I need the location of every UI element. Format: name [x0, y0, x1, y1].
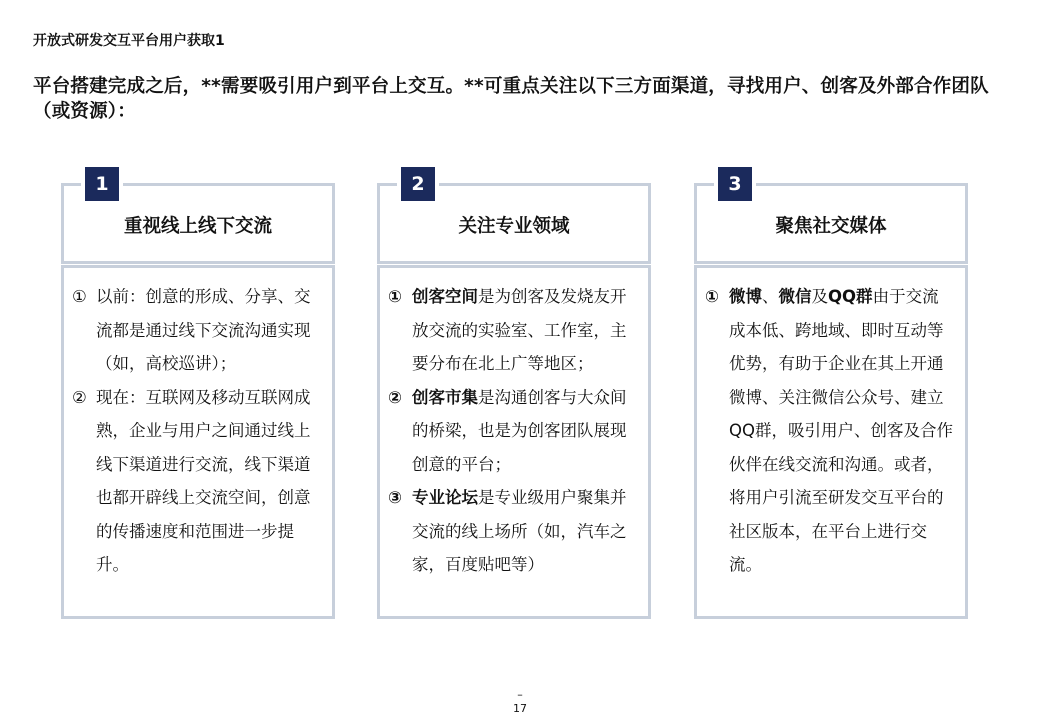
item-body: 是沟通创客与大众间的桥梁，也是为创客团队展现创意的平台； [412, 387, 627, 474]
number-badge-1: 1 [85, 167, 119, 201]
item-marker: ① [388, 287, 402, 306]
list-item [388, 381, 638, 482]
item-bold-term: QQ群 [828, 287, 873, 306]
page-number-dash: – [517, 688, 523, 701]
item-text [412, 481, 638, 582]
item-marker: ③ [388, 488, 402, 507]
item-bold-term: 专业论坛 [412, 488, 478, 507]
column-2-body [377, 265, 651, 619]
item-body: 是为创客及发烧友开放交流的实验室、工作室，主要分布在北上广等地区； [412, 287, 627, 373]
list-item [72, 280, 322, 381]
item-bold-term: 创客空间 [412, 287, 478, 306]
column-3-body [694, 265, 968, 619]
item-marker: ① [705, 287, 719, 306]
item-separator: 、 [762, 287, 779, 306]
page-subtitle: 平台搭建完成之后，**需要吸引用户到平台上交互。**可重点关注以下三方面渠道，寻找用户、创客及外部合作团队（或资源）： [33, 76, 989, 122]
list-item [388, 280, 638, 381]
item-marker: ① [72, 287, 87, 306]
item-body: 由于交流成本低、跨地域、即时互动等优势，有助于企业在其上开通微博、关注微信公众号、建立QQ群，吸引用户、创客及合作伙伴在线交流和沟通。或者，将用户引流至研发交互平台的社区版本，在平台上进行交流。 [729, 287, 953, 574]
item-body: 是专业级用户聚集并交流的线上场所（如，汽车之家，百度贴吧等） [412, 488, 627, 574]
list-item [72, 381, 322, 582]
item-text: 以前：创意的形成、分享、交流都是通过线下交流沟通实现（如，高校巡讲）； [96, 287, 311, 373]
item-bold-term: 创客市集 [412, 387, 478, 407]
item-text [729, 280, 955, 582]
number-badge-3: 3 [718, 167, 752, 201]
column-3-heading: 聚焦社交媒体 [775, 215, 887, 237]
item-text [412, 381, 638, 482]
column-2-heading: 关注专业领域 [458, 215, 570, 237]
list-item [388, 481, 638, 582]
page-number-value: 17 [513, 702, 527, 715]
item-bold-term: 微博 [729, 287, 762, 306]
list-item [705, 280, 955, 582]
column-1-heading: 重视线上线下交流 [123, 215, 272, 237]
item-bold-term: 微信 [778, 287, 812, 306]
item-separator: 及 [811, 287, 828, 306]
column-1-body [61, 265, 335, 619]
page-number [508, 688, 532, 716]
item-marker: ② [72, 387, 87, 407]
item-marker: ② [388, 387, 402, 407]
page-title: 开放式研发交互平台用户获取1 [33, 33, 225, 49]
item-text [412, 280, 638, 381]
item-text: 现在：互联网及移动互联网成熟，企业与用户之间通过线上线下渠道进行交流，线下渠道也都开辟线上交流空间，创意的传播速度和范围进一步提升。 [96, 387, 311, 574]
number-badge-2: 2 [401, 167, 435, 201]
